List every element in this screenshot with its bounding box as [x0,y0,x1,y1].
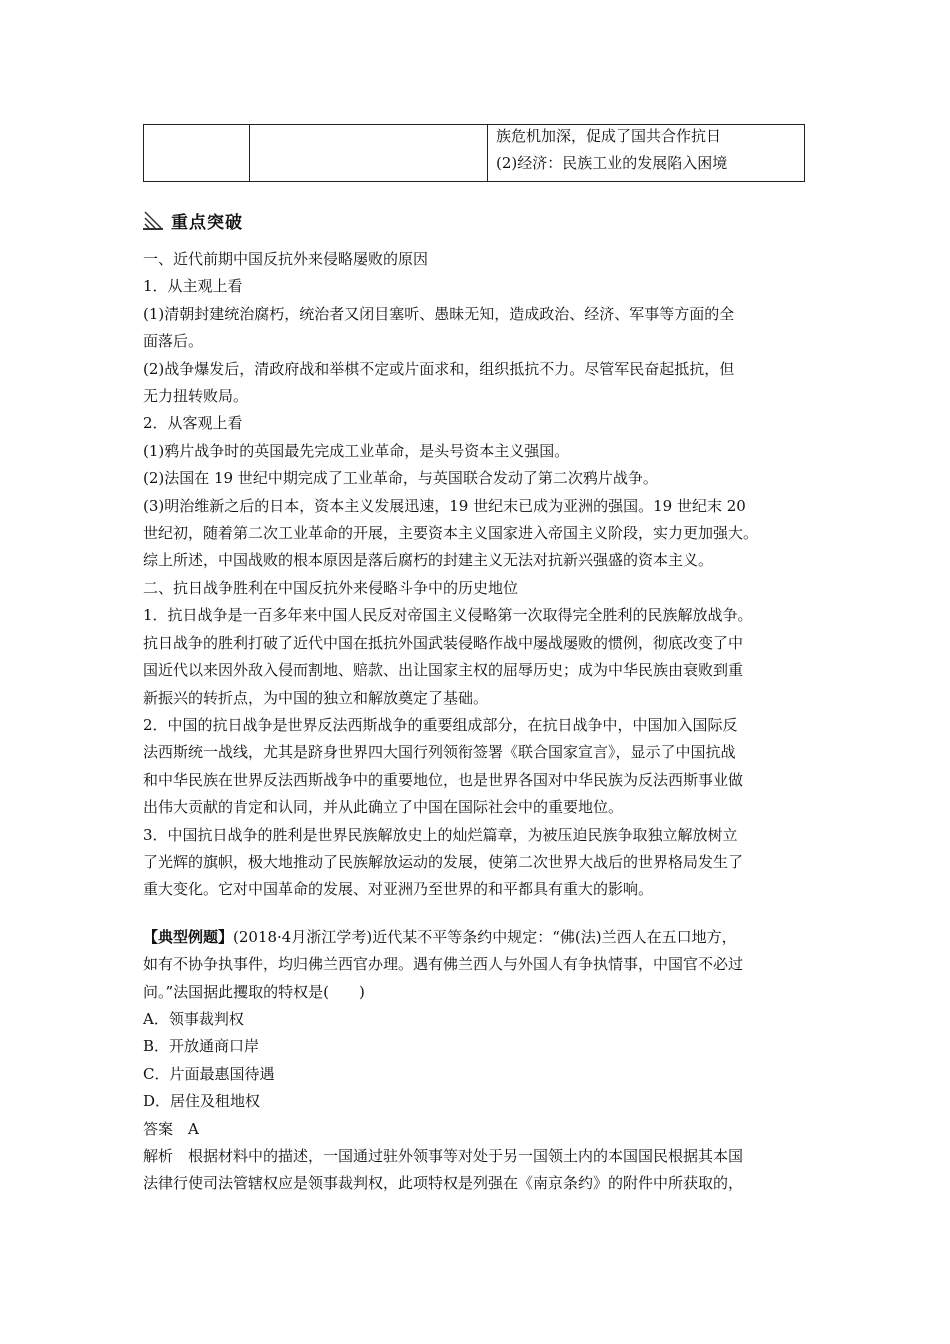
section-heading [143,207,243,233]
analysis-text: 根据材料中的描述，一国通过驻外领事等对处于另一国领土内的本国国民根据其本国 [188,1147,744,1165]
table-column-divider [249,125,250,181]
paragraph-line: 3．中国抗日战争的胜利是世界民族解放史上的灿烂篇章，为被压迫民族争取独立解放树立 [143,825,738,844]
option-d: D．居住及租地权 [143,1092,261,1111]
analysis-line: 法律行使司法管辖权应是领事裁判权，此项特权是列强在《南京条约》的附件中所获取的， [143,1174,744,1193]
section-title: 重点突破 [171,212,243,233]
paragraph-line: 1．抗日战争是一百多年来中国人民反对帝国主义侵略第一次取得完全胜利的民族解放战争。 [143,606,753,625]
example-first-line [143,924,807,951]
part2-heading: 二、抗日战争胜利在中国反抗外来侵略斗争中的历史地位 [143,578,519,597]
example-label: 【典型例题】 [143,927,234,946]
option-b: B．开放通商口岸 [143,1037,260,1056]
paragraph-line: 综上所述，中国战败的根本原因是落后腐朽的封建主义无法对抗新兴强盛的资本主义。 [143,551,714,570]
option-c: C．片面最惠国待遇 [143,1064,275,1083]
table-column-divider [487,125,488,181]
part1-heading: 一、近代前期中国反抗外来侵略屡败的原因 [143,250,429,268]
paragraph-line: 国近代以来因外敌入侵而割地、赔款、出让国家主权的屈辱历史；成为中华民族由衰败到重 [143,661,744,680]
paragraph-line: 了光辉的旗帜，极大地推动了民族解放运动的发展，使第二次世界大战后的世界格局发生了 [143,852,744,871]
example-stem-line: 问。”法国据此攫取的特权是( ) [143,982,365,1001]
section-marker-icon [143,210,163,230]
paragraph-line: (1)鸦片战争时的英国最先完成工业革命，是头号资本主义强国。 [143,441,570,460]
part1-subheading-objective: 2．从客观上看 [143,414,243,433]
paragraph-line: 面落后。 [143,332,204,351]
example-stem-line: 如有不协争执事件，均归佛兰西官办理。遇有佛兰西人与外国人有争执情事，中国官不必过 [143,955,744,974]
paragraph-line: 出伟大贡献的肯定和认同，并从此确立了中国在国际社会中的重要地位。 [143,798,624,817]
answer-value: A [188,1119,199,1138]
paragraph-line: 新振兴的转折点，为中国的独立和解放奠定了基础。 [143,688,489,707]
table-cell-line: (2)经济：民族工业的发展陷入困境 [496,154,728,172]
paragraph-line: 抗日战争的胜利打破了近代中国在抵抗外国武装侵略作战中屡战屡败的惯例，彻底改变了中 [143,633,744,652]
paragraph-line: 2．中国的抗日战争是世界反法西斯战争的重要组成部分，在抗日战争中，中国加入国际反 [143,715,738,734]
analysis-line [143,1143,807,1170]
paragraph-line: (3)明治维新之后的日本，资本主义发展迅速，19 世纪末已成为亚洲的强国。19 世纪末 20 [143,496,746,515]
answer-label: 答案 [143,1119,174,1138]
summary-table-fragment [143,124,805,182]
answer-line [143,1116,807,1143]
analysis-label: 解析 [143,1147,174,1165]
part1-subheading-subjective: 1．从主观上看 [143,277,243,296]
paragraph-line: (2)战争爆发后，清政府战和举棋不定或片面求和，组织抵抗不力。尽管军民奋起抵抗，但 [143,359,735,378]
paragraph-line: 法西斯统一战线，尤其是跻身世界四大国行列领衔签署《联合国家宣言》，显示了中国抗战 [143,743,736,762]
option-a: A．领事裁判权 [143,1009,244,1028]
example-stem-start: (2018·4月浙江学考)近代某不平等条约中规定：“佛(法)兰西人在五口地方， [233,927,737,946]
paragraph-line: (1)清朝封建统治腐朽，统治者又闭目塞听、愚昧无知，造成政治、经济、军事等方面的全 [143,304,735,323]
table-cell-line: 族危机加深，促成了国共合作抗日 [496,127,722,145]
paragraph-line: 重大变化。它对中国革命的发展、对亚洲乃至世界的和平都具有重大的影响。 [143,880,654,899]
paragraph-line: (2)法国在 19 世纪中期完成了工业革命，与英国联合发动了第二次鸦片战争。 [143,469,658,488]
paragraph-line: 世纪初，随着第二次工业革命的开展，主要资本主义国家进入帝国主义阶段，实力更加强大。 [143,524,759,543]
paragraph-line: 无力扭转败局。 [143,387,249,406]
paragraph-line: 和中华民族在世界反法西斯战争中的重要地位，也是世界各国对中华民族为反法西斯事业做 [143,770,744,789]
main-content [143,246,807,1198]
